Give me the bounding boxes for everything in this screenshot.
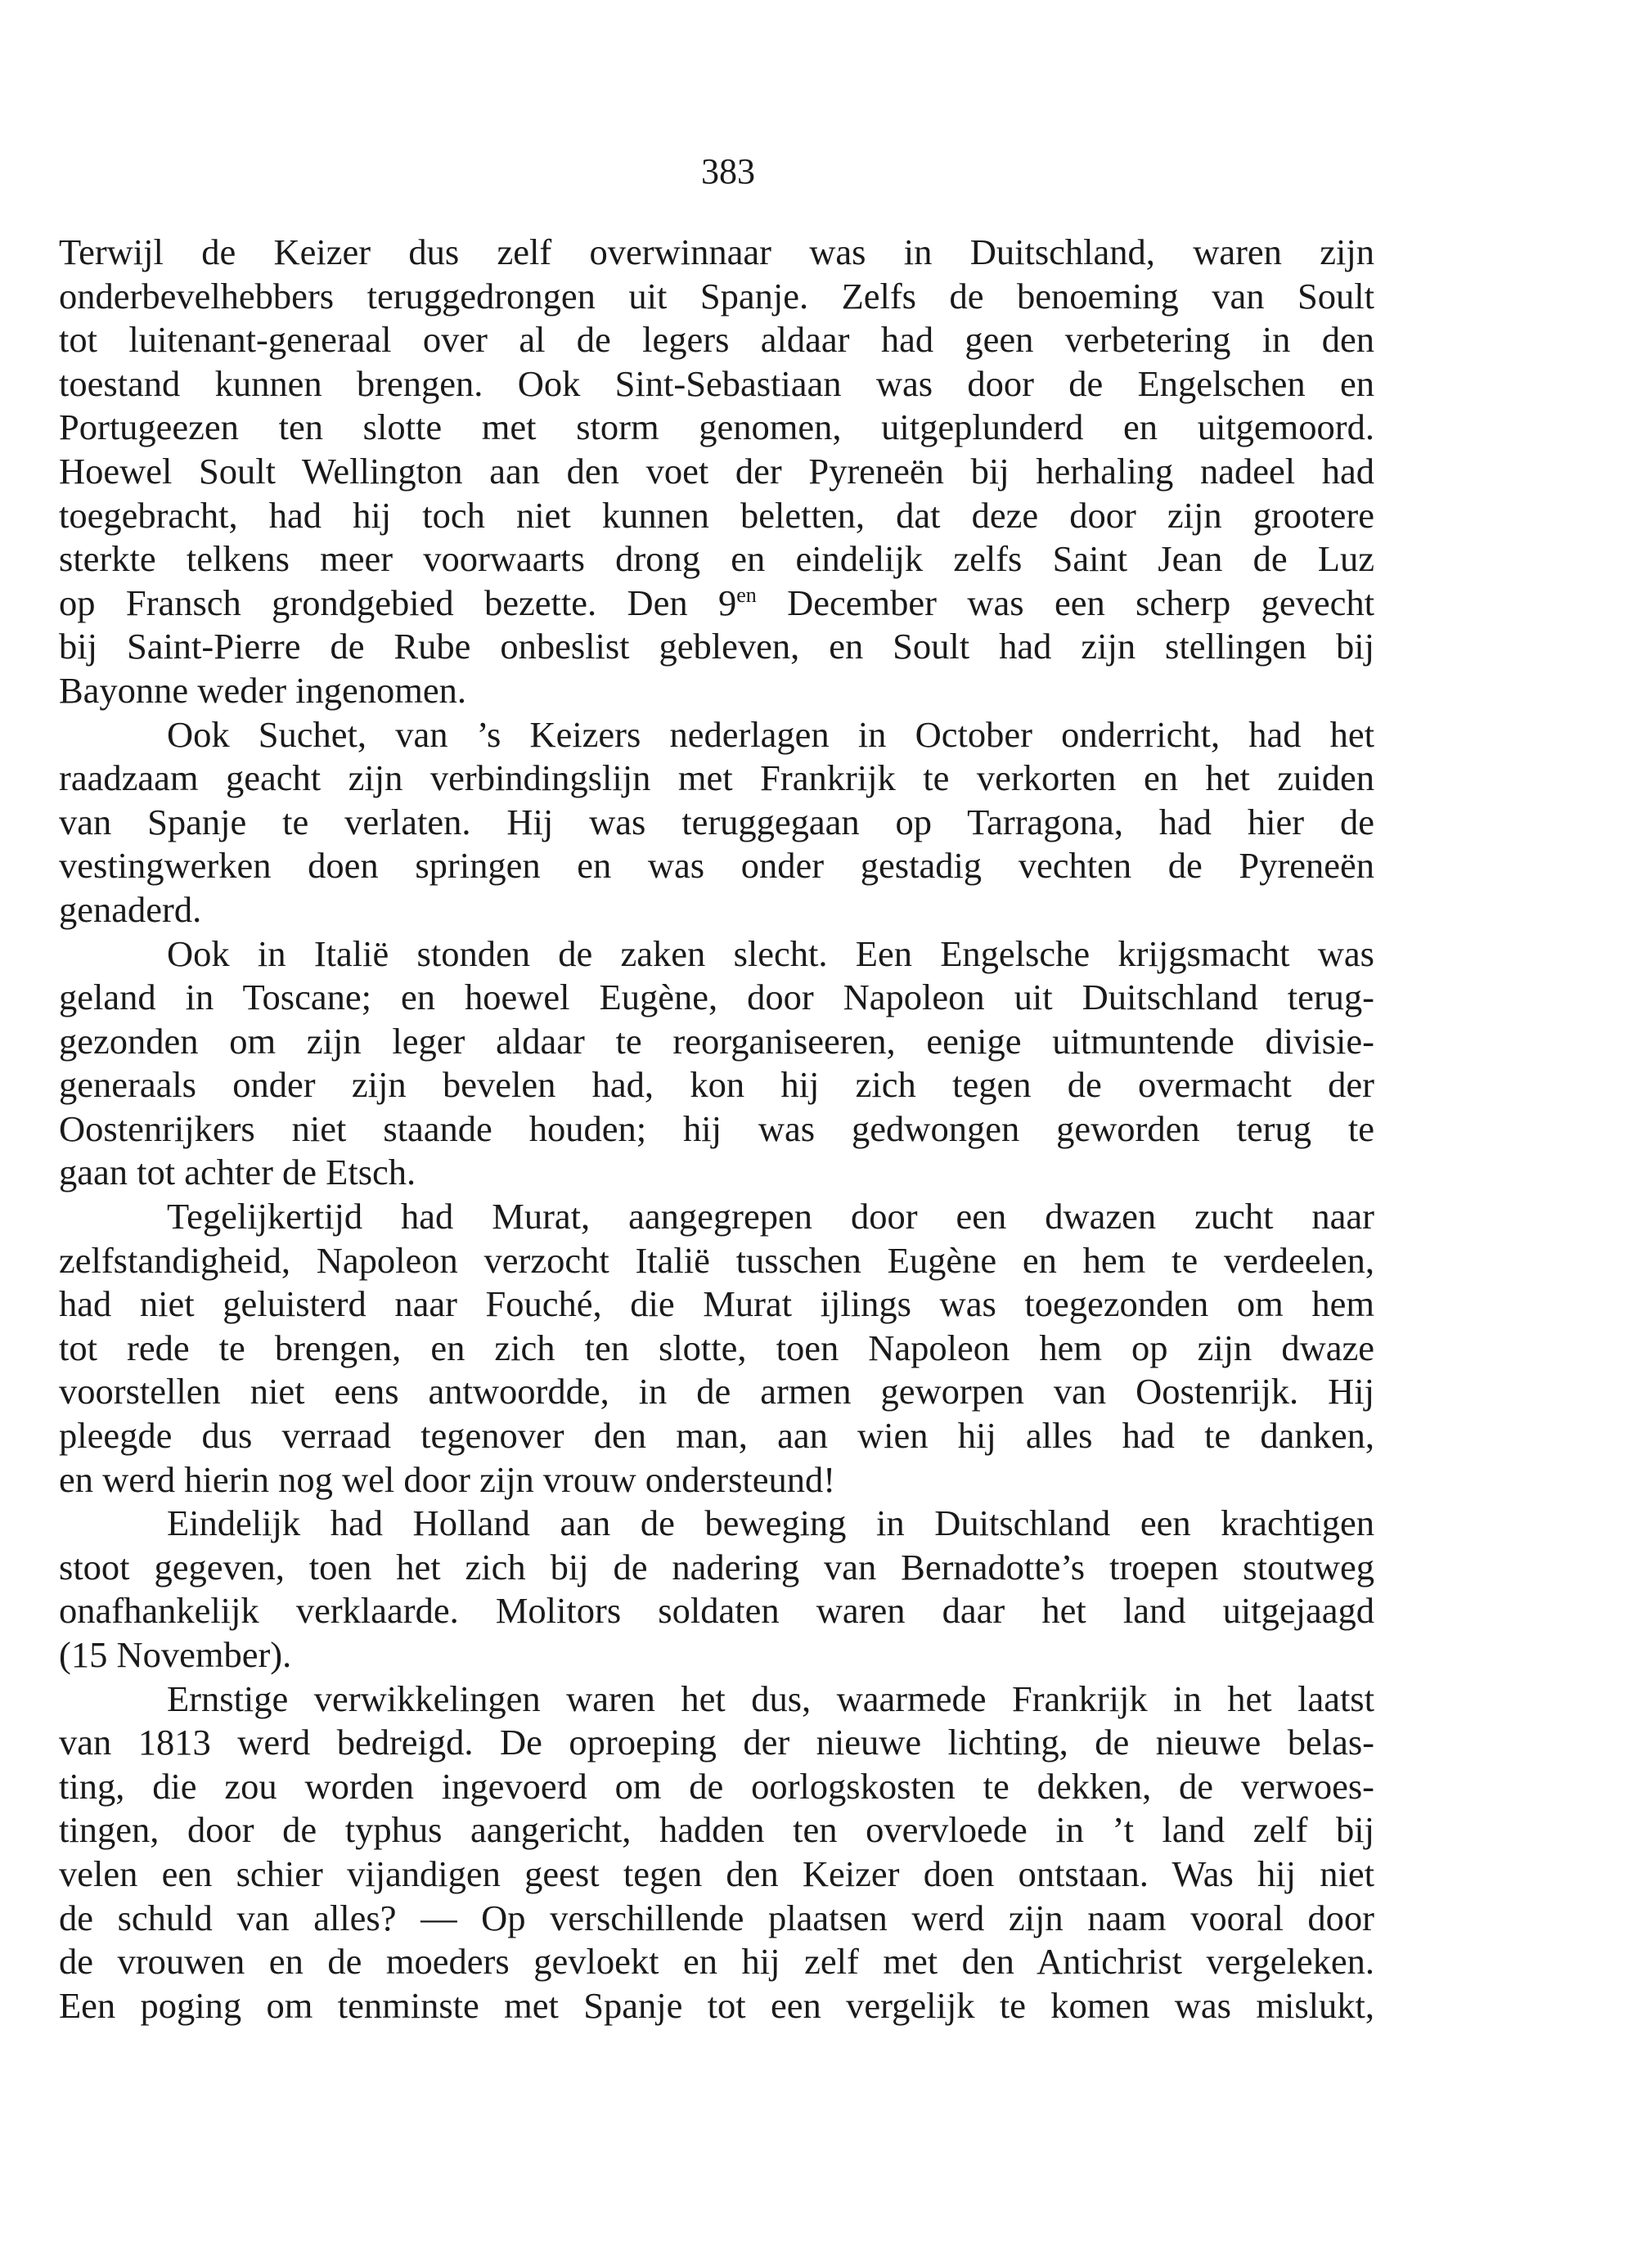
text-line: voorstellen niet eens antwoordde, in de armen geworpen van Oostenrijk. Hij [59, 1371, 1374, 1412]
text-line: toegebracht, had hij toch niet kunnen beletten, dat deze door zijn grootere [59, 494, 1374, 536]
page-number: 383 [701, 151, 755, 191]
text-line: Tegelijkertijd had Murat, aangegrepen door een dwazen zucht naar [167, 1196, 1374, 1237]
text-line: gezonden om zijn leger aldaar te reorganiseeren, eenige uitmuntende divisie- [59, 1020, 1374, 1062]
text-line: de vrouwen en de moeders gevloekt en hij zelf met den Antichrist vergeleken. [59, 1941, 1374, 1983]
text-line: pleegde dus verraad tegenover den man, aan wien hij alles had te danken, [59, 1415, 1374, 1457]
text-line: Een poging om tenminste met Spanje tot een vergelijk te komen was mislukt, [59, 1984, 1374, 2026]
text-line: onderbevelhebbers teruggedrongen uit Spanje. Zelfs de benoeming van Soult [59, 275, 1374, 317]
text-line: bij Saint-Pierre de Rube onbeslist gebleven, en Soult had zijn stellingen bij [59, 626, 1374, 667]
text-line: de schuld van alles? — Op verschillende plaatsen werd zijn naam vooral door [59, 1897, 1374, 1938]
text-line: Ernstige verwikkelingen waren het dus, waarmede Frankrijk in het laatst [167, 1677, 1374, 1719]
text-line: geland in Toscane; en hoewel Eugène, door Napoleon uit Duitschland terug- [59, 977, 1374, 1018]
paragraph [59, 1502, 1374, 1677]
text-line: Ook Suchet, van ’s Keizers nederlagen in October onderricht, had het [167, 713, 1374, 755]
text-line: ting, die zou worden ingevoerd om de oorlogskosten te dekken, de verwoes- [59, 1765, 1374, 1807]
text-line: Bayonne weder ingenomen. [59, 669, 466, 711]
text-line: tingen, door de typhus aangericht, hadden ten overvloede in ’t land zelf bij [59, 1809, 1374, 1851]
text-line: genaderd. [59, 888, 202, 930]
text-line: gaan tot achter de Etsch. [59, 1152, 416, 1193]
text-line: Eindelijk had Holland aan de beweging in Duitschland een krachtigen [167, 1502, 1374, 1544]
text-line: raadzaam geacht zijn verbindingslijn met Frankrijk te verkorten en het zuiden [59, 757, 1374, 799]
text-line: onafhankelijk verklaarde. Molitors soldaten waren daar het land uitgejaagd [59, 1590, 1374, 1632]
text-line: en werd hierin nog wel door zijn vrouw ondersteund! [59, 1458, 836, 1500]
paragraph [59, 1677, 1374, 2028]
text-line: tot rede te brengen, en zich ten slotte, toen Napoleon hem op zijn dwaze [59, 1327, 1374, 1368]
text-line: stoot gegeven, toen het zich bij de nadering van Bernadotte’s troepen stoutweg [59, 1546, 1374, 1588]
text-line: (15 November). [59, 1634, 292, 1675]
text-line: generaals onder zijn bevelen had, kon hij zich tegen de overmacht der [59, 1064, 1374, 1106]
text-line: van Spanje te verlaten. Hij was teruggegaan op Tarragona, had hier de [59, 801, 1374, 842]
paragraph [59, 1195, 1374, 1502]
paragraph [59, 231, 1374, 713]
text-line: tot luitenant-generaal over al de legers aldaar had geen verbetering in den [59, 319, 1374, 361]
text-line: Terwijl de Keizer dus zelf overwinnaar was in Duitschland, waren zijn [59, 231, 1374, 272]
text-line: van 1813 werd bedreigd. De oproeping der nieuwe lichting, de nieuwe belas- [59, 1722, 1374, 1763]
text-line: zelfstandigheid, Napoleon verzocht Italië tusschen Eugène en hem te verdeelen, [59, 1239, 1374, 1281]
paragraph [59, 932, 1374, 1196]
body-text [59, 231, 1374, 2028]
text-line: Portugeezen ten slotte met storm genomen, uitgeplunderd en uitgemoord. [59, 406, 1374, 448]
text-line: velen een schier vijandigen geest tegen den Keizer doen ontstaan. Was hij niet [59, 1853, 1374, 1894]
text-line: toestand kunnen brengen. Ook Sint-Sebastiaan was door de Engelschen en [59, 362, 1374, 404]
text-line: Ook in Italië stonden de zaken slecht. Een Engelsche krijgsmacht was [167, 932, 1374, 974]
text-line: sterkte telkens meer voorwaarts drong en eindelijk zelfs Saint Jean de Luz [59, 538, 1374, 580]
superscript: en [736, 582, 757, 607]
text-line: Oostenrijkers niet staande houden; hij was gedwongen geworden terug te [59, 1107, 1374, 1149]
paragraph [59, 713, 1374, 932]
text-line: op Fransch grondgebied bezette. Den $9^{en}$ December was een scherp gevecht [59, 582, 1374, 623]
text-line: vestingwerken doen springen en was onder gestadig vechten de Pyreneën [59, 845, 1374, 887]
text-line: Hoewel Soult Wellington aan den voet der Pyreneën bij herhaling nadeel had [59, 450, 1374, 492]
text-line: had niet geluisterd naar Fouché, die Murat ijlings was toegezonden om hem [59, 1283, 1374, 1325]
